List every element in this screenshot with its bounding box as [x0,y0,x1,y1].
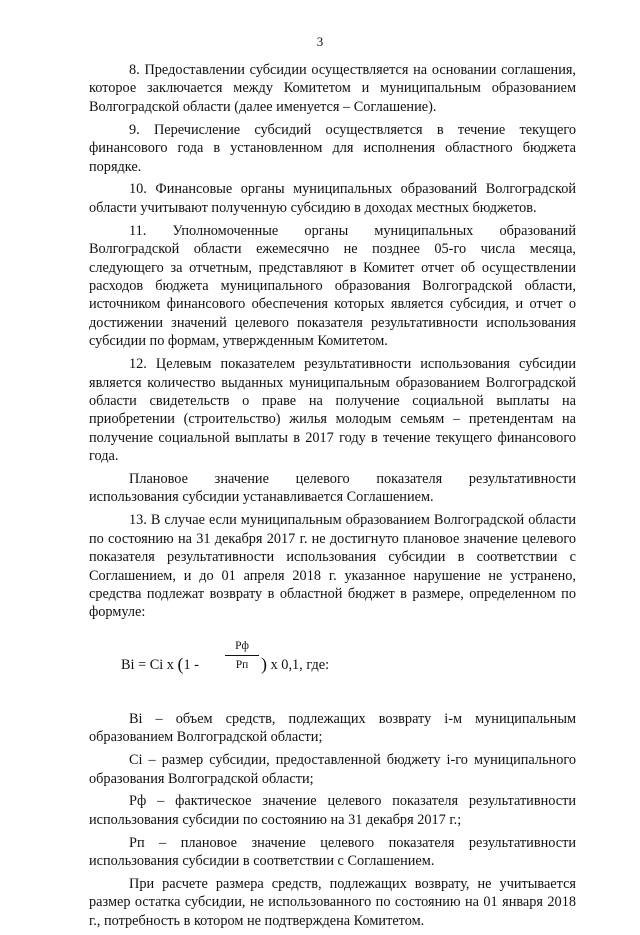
definition-pf: Pф – фактическое значение целевого показателя результативности использования субсидии по состоянию на 31 декабря 2017 г.; [89,793,576,828]
page-number: 3 [316,34,324,49]
formula-paren-close: ) [261,653,267,674]
definition-ci: Ci – размер субсидии, предоставленной бюджету i-го муниципального образования Волгоградской области; [89,752,576,787]
paragraph-remainder: При расчете размера средств, подлежащих возврату, не учитывается размер остатка субсидии, не использованного по состоянию на 01 января 2018 г., потребность в котором не подтверждена Комитетом. [89,876,576,929]
paragraph-11: 11. Уполномоченные органы муниципальных образований Волгоградской области ежемесячно не позднее 05-го числа месяца, следующего за отчетным, представляют в Комитет отчет об осуществлении расходов бюджета муниципального образования Волгоградской области, источником финансового обеспечения которых является субсидия, и отчет о достижении значений целевого показателя результативности использования субсидии по формам, утвержденным Комитетом. [89,222,576,350]
fraction-bar [225,655,259,656]
formula-lhs [121,654,199,675]
paragraph-9: 9. Перечисление субсидий осуществляется в течение текущего финансового года в установленном для исполнения областного бюджета порядке. [89,121,576,175]
return-formula [89,630,576,696]
formula-lhs-text: Bi = Ci x [121,656,174,673]
formula-rhs-text: x 0,1, где: [270,656,330,673]
formula-denominator: Pп [235,658,249,671]
paragraph-12-plan: Плановое значение целевого показателя результативности использования субсидии устанавливается Соглашением. [89,471,576,506]
definition-bi: Bi – объем средств, подлежащих возврату i-м муниципальным образованием Волгоградской области; [89,710,576,746]
definition-pp: Pп – плановое значение целевого показателя результативности использования субсидии в соответствии с Соглашением. [89,834,576,870]
paragraph-12: 12. Целевым показателем результативности использования субсидии является количество выданных муниципальным образованием Волгоградской области свидетельств о праве на получение социальной выплаты на приобретении (строительство) жилья молодым семьям – претендентам на получение социальной выплаты в 2017 году в течение текущего финансового года. [89,356,576,465]
paragraph-10: 10. Финансовые органы муниципальных образований Волгоградской области учитывают полученную субсидию в доходах местных бюджетов. [89,181,576,216]
paragraph-13: 13. В случае если муниципальным образованием Волгоградской области по состоянию на 31 декабря 2017 г. не достигнуто плановое значение целевого показателя результативности использования субсидии в соответствии с Соглашением, и до 01 апреля 2018 г. указанное нарушение не устранено, средства подлежат возврату в областной бюджет в размере, определенном по формуле: [89,512,576,621]
formula-numerator: Pф [235,639,249,652]
formula-fraction [225,638,259,673]
formula-paren-open: ( [177,653,184,674]
formula-one-minus: 1 - [183,656,200,673]
formula-rhs [261,654,329,675]
paragraph-8: 8. Предоставлении субсидии осуществляется на основании соглашения, которое заключается между Комитетом и муниципальным образованием Волгоградской области (далее именуется – Соглашение). [89,62,576,115]
document-body [89,61,576,935]
